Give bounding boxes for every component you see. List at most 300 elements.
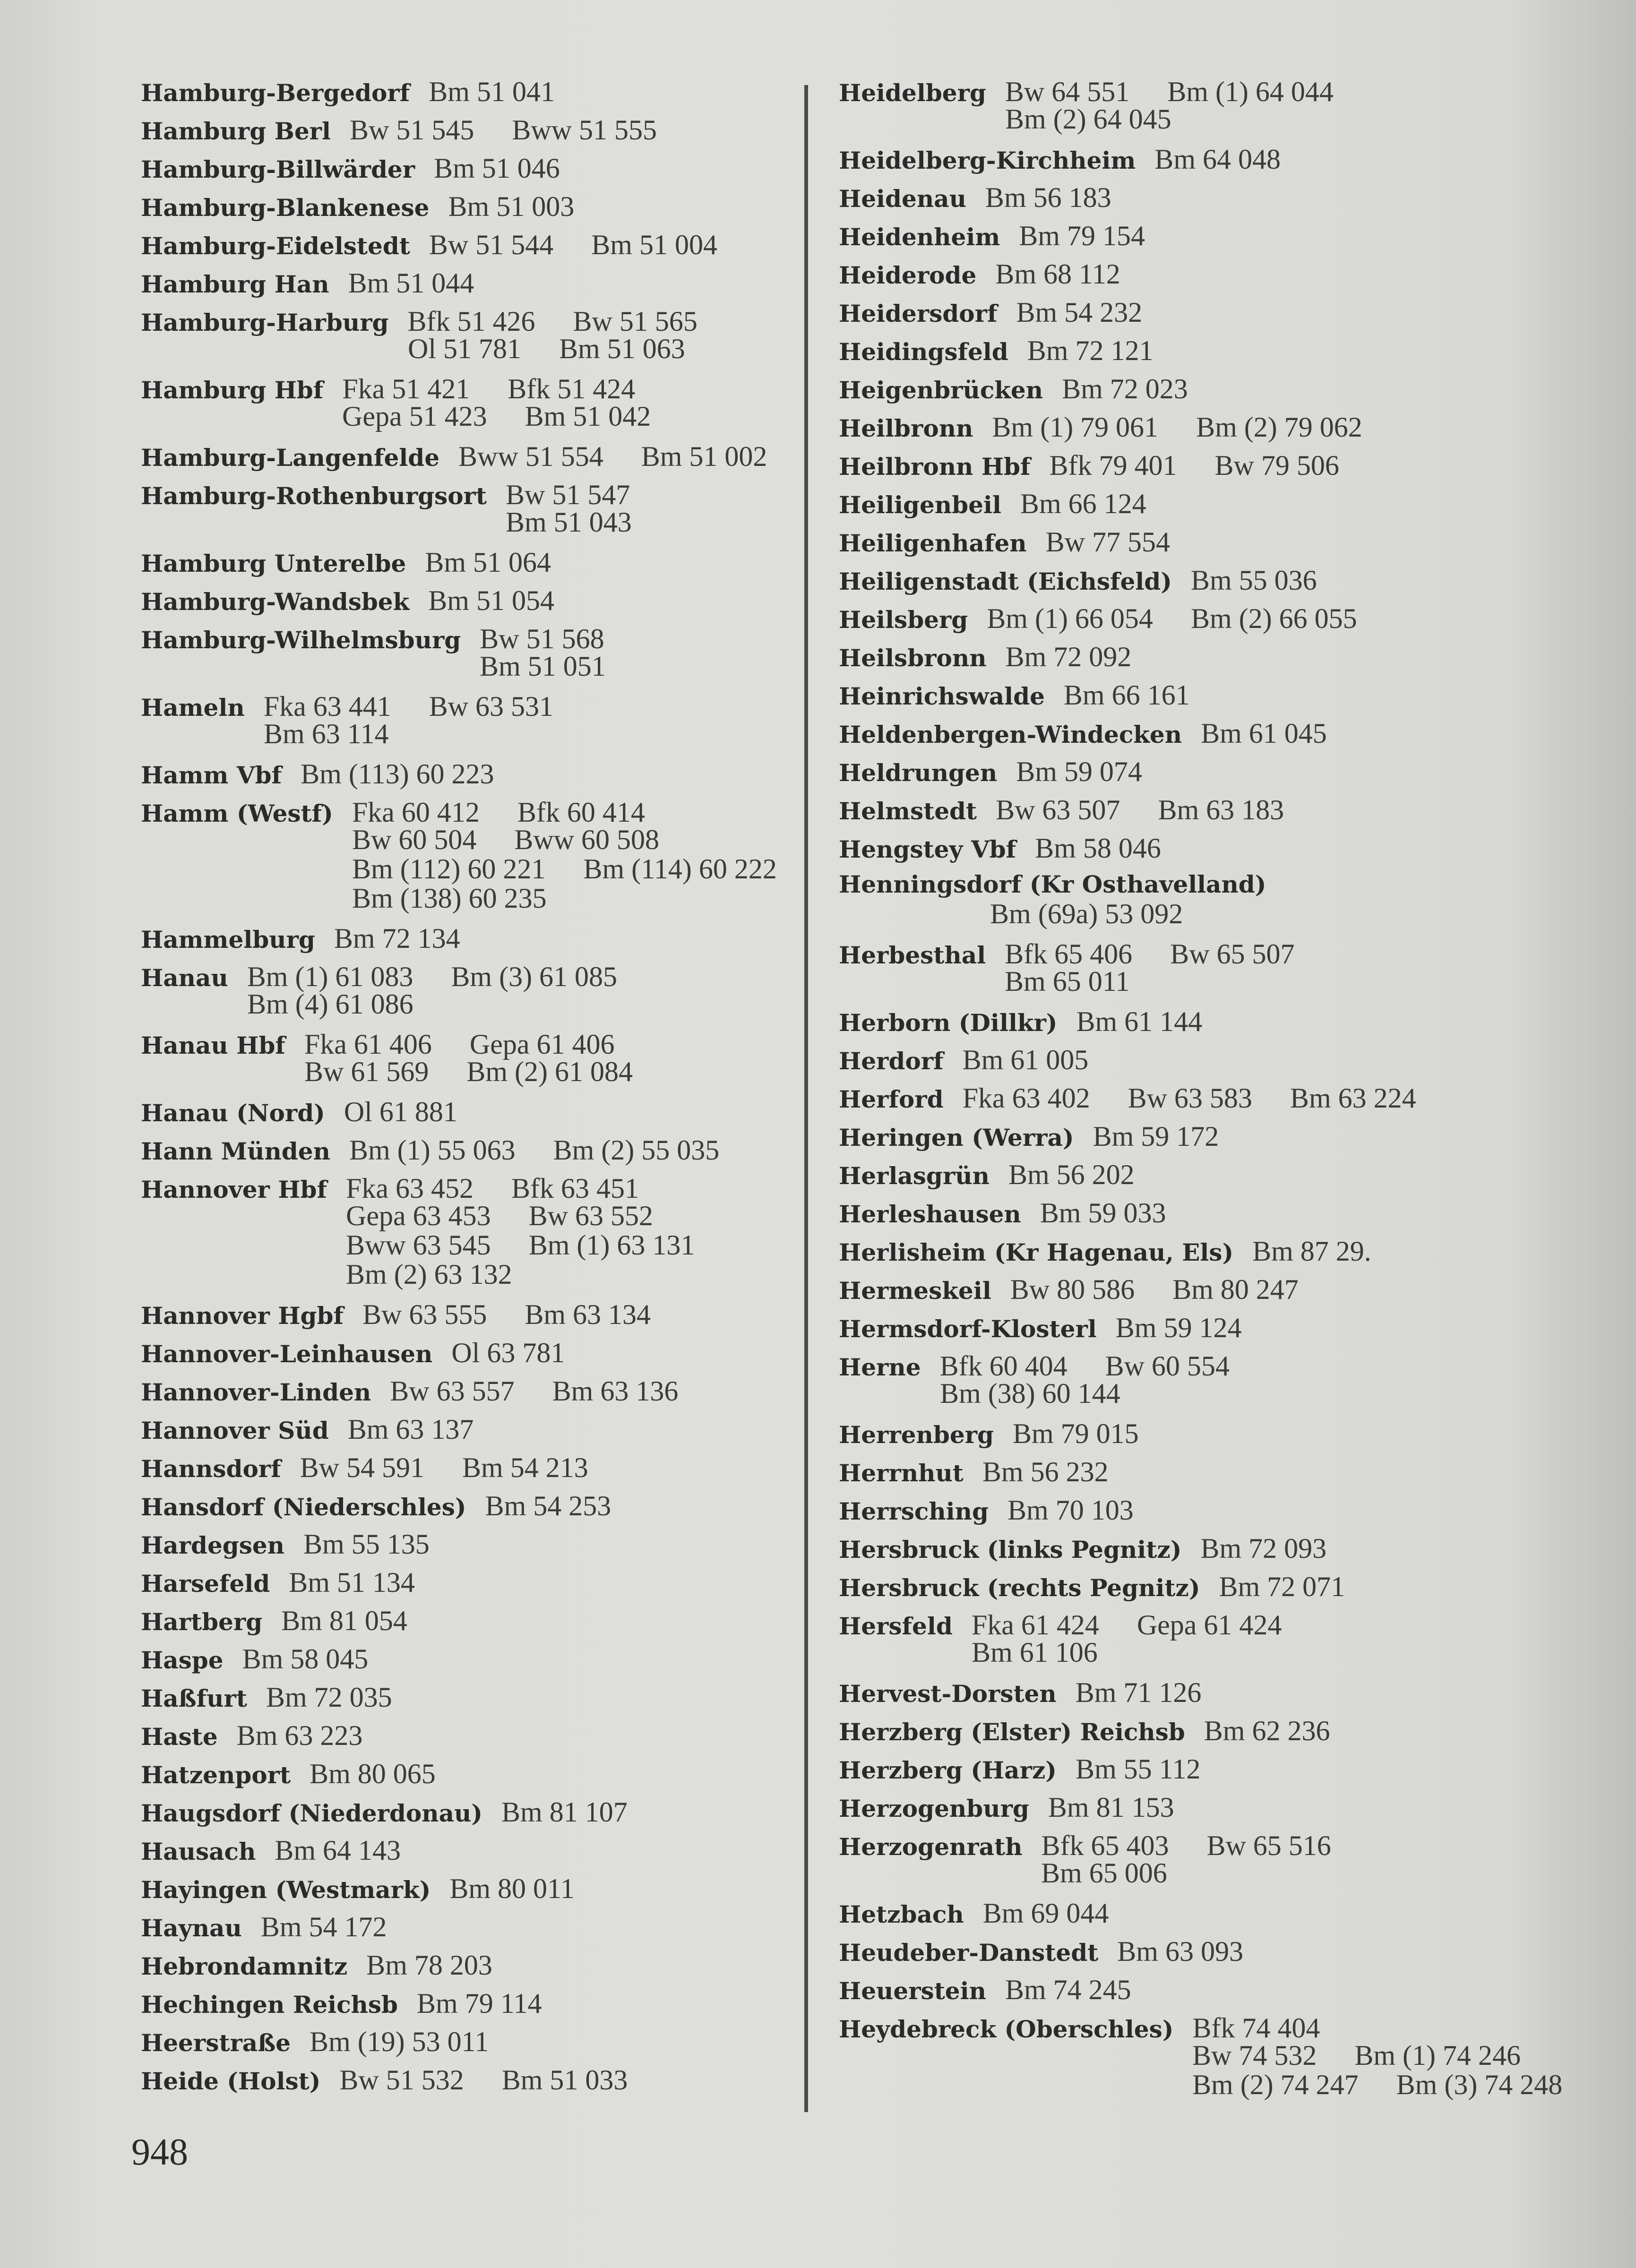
station-code: Bm 51 042	[525, 401, 651, 432]
continuation-line	[408, 333, 723, 365]
station-name: Hansdorf (Niederschles)	[141, 1493, 466, 1521]
station-code: Gepa 63 453	[346, 1200, 491, 1232]
continuation-line	[1192, 2069, 1600, 2101]
directory-entry	[141, 1796, 665, 1829]
station-code: Bm 63 224	[1290, 1082, 1416, 1114]
station-code: Bm 87 29.	[1252, 1236, 1371, 1267]
directory-entry	[141, 76, 593, 108]
station-code: Ol 61 881	[344, 1096, 457, 1127]
station-name: Herzberg (Elster) Reichsb	[839, 1718, 1185, 1746]
station-code: Bm 54 253	[485, 1490, 611, 1521]
directory-entry	[141, 1681, 430, 1714]
station-name: Heinrichswalde	[839, 682, 1045, 710]
station-code: Bm 61 005	[962, 1044, 1089, 1075]
station-code: Bm (1) 79 061	[992, 412, 1159, 443]
directory-entry	[839, 335, 1191, 367]
station-code: Bm 51 041	[429, 76, 555, 107]
station-name: Heide (Holst)	[141, 2067, 321, 2095]
station-code: Bm 66 124	[1020, 488, 1146, 519]
station-name: Herborn (Dillkr)	[839, 1009, 1058, 1037]
station-name: Hamburg-Billwärder	[141, 155, 415, 183]
station-code: Bm 54 232	[1016, 297, 1143, 328]
station-name: Hamburg-Bergedorf	[141, 79, 410, 107]
station-code: Bm 72 071	[1219, 1571, 1345, 1602]
directory-entry	[141, 373, 673, 432]
station-code: Bm 63 183	[1158, 794, 1284, 825]
station-code: Bm (112) 60 221	[352, 853, 546, 885]
directory-entry	[839, 181, 1149, 214]
station-name: Heidersdorf	[839, 300, 998, 327]
directory-entry	[839, 258, 1158, 291]
directory-entry	[839, 2012, 1563, 2101]
station-name: Hengstey Vbf	[839, 835, 1016, 863]
directory-entry	[141, 1758, 474, 1790]
station-code: Bfk 60 414	[517, 797, 645, 828]
station-code: Bm 72 035	[266, 1682, 392, 1713]
station-code: Gepa 51 423	[342, 401, 487, 432]
directory-entry	[839, 220, 1183, 252]
station-code: Bfk 51 424	[508, 373, 636, 404]
station-code: Bm 62 236	[1204, 1715, 1330, 1746]
station-code: Bm 80 011	[449, 1873, 575, 1904]
directory-entry	[839, 1676, 1239, 1709]
station-name: Heilbronn Hbf	[839, 453, 1031, 481]
station-code: Bm 51 064	[425, 547, 551, 578]
station-code: Bm 56 202	[1008, 1159, 1135, 1190]
station-code: Bm 80 065	[310, 1758, 436, 1789]
directory-entry	[141, 1605, 445, 1637]
station-code: Bm 65 006	[1041, 1857, 1167, 1889]
station-name: Heidenau	[839, 185, 966, 213]
station-code: Bm 64 143	[275, 1835, 401, 1866]
station-code: Bw 64 551	[1005, 76, 1130, 107]
station-code: Bww 51 554	[458, 441, 603, 472]
station-code: Bm (138) 60 235	[352, 883, 547, 914]
station-name: Hammelburg	[141, 926, 315, 954]
directory-entry	[141, 1873, 612, 1905]
directory-entry	[839, 1197, 1204, 1229]
station-code: Ol 51 781	[408, 333, 521, 365]
directory-entry	[141, 1490, 649, 1522]
station-name: Herlisheim (Kr Hagenau, Els)	[839, 1238, 1234, 1266]
station-code: Fka 63 402	[962, 1082, 1090, 1114]
station-code: Bw 79 506	[1214, 450, 1339, 481]
station-code: Bm 63 134	[525, 1299, 651, 1330]
directory-entry	[839, 870, 1285, 930]
directory-entry	[141, 623, 642, 682]
station-code: Gepa 61 406	[469, 1029, 615, 1060]
directory-entry	[141, 1298, 689, 1331]
station-code: Bm 64 048	[1154, 144, 1281, 175]
station-code: Bm 74 245	[1005, 1974, 1131, 2005]
station-code: Bfk 65 403	[1041, 1830, 1169, 1861]
directory-entry	[839, 717, 1365, 750]
continuation-line	[352, 824, 697, 856]
station-code: Bm (1) 64 044	[1167, 76, 1334, 107]
directory-entry	[141, 1911, 425, 1943]
directory-entry	[141, 152, 598, 185]
directory-entry	[141, 1834, 439, 1867]
directory-entry	[839, 1609, 1319, 1668]
continuation-line	[304, 1056, 671, 1088]
directory-entry	[839, 1350, 1267, 1409]
directory-entry	[839, 794, 1322, 826]
station-code: Fka 63 452	[346, 1173, 474, 1204]
station-name: Herlasgrün	[839, 1162, 990, 1190]
directory-entry	[839, 1005, 1240, 1038]
column-divider	[804, 85, 808, 2112]
continuation-line	[1005, 965, 1167, 998]
station-code: Bm 71 126	[1075, 1677, 1202, 1708]
directory-entry	[839, 679, 1228, 712]
station-code: Bm 51 054	[428, 585, 554, 616]
station-code: Bw 51 547	[505, 479, 630, 510]
station-name: Haugsdorf (Niederdonau)	[141, 1799, 483, 1827]
station-code: Bm 56 183	[985, 182, 1111, 213]
station-code: Gepa 61 424	[1137, 1609, 1282, 1641]
station-name: Herbesthal	[839, 941, 986, 969]
directory-entry	[839, 602, 1395, 635]
station-code: Bm 79 114	[417, 1988, 542, 2019]
directory-entry	[141, 758, 532, 790]
station-code: Bm (38) 60 144	[940, 1378, 1120, 1409]
directory-entry	[839, 1571, 1383, 1603]
station-name: Hannsdorf	[141, 1455, 281, 1483]
directory-entry	[141, 1337, 603, 1369]
station-name: Hameln	[141, 694, 245, 722]
directory-entry	[839, 1791, 1212, 1824]
station-name: Heerstraße	[141, 2029, 291, 2057]
station-code: Bm 72 023	[1062, 373, 1188, 404]
station-code: Bm 51 063	[559, 333, 685, 365]
station-code: Fka 60 412	[352, 797, 480, 828]
station-code: Bm 80 247	[1172, 1274, 1299, 1305]
station-name: Hamburg Han	[141, 270, 329, 298]
directory-entry	[839, 488, 1184, 520]
station-name: Herzberg (Harz)	[839, 1756, 1057, 1784]
station-code: Bm 59 074	[1016, 756, 1142, 787]
station-code: Bm (2) 61 084	[466, 1056, 633, 1088]
station-code: Bw 65 507	[1170, 938, 1295, 970]
station-code: Bm (1) 61 083	[247, 961, 413, 992]
station-code: Bw 74 532	[1192, 2040, 1317, 2071]
directory-entry	[839, 1082, 1454, 1115]
station-name: Herrenberg	[839, 1421, 994, 1449]
station-name: Heilsbronn	[839, 644, 987, 672]
station-code: Bm 72 121	[1027, 335, 1154, 366]
continuation-line	[346, 1258, 550, 1291]
station-name: Heidelberg-Kirchheim	[839, 146, 1136, 174]
directory-entry	[839, 1897, 1146, 1930]
station-name: Herrsching	[839, 1497, 989, 1525]
directory-entry	[839, 938, 1333, 997]
continuation-line	[1192, 2039, 1559, 2072]
continuation-line	[480, 650, 644, 683]
station-name: Hermeskeil	[839, 1277, 991, 1305]
station-code: Bm (3) 74 248	[1396, 2069, 1563, 2101]
station-code: Bm 51 043	[506, 507, 632, 538]
station-code: Bfk 51 426	[407, 306, 535, 337]
directory-entry	[141, 1643, 406, 1675]
station-code: Bm (3) 61 085	[451, 961, 618, 992]
station-name: Heidenheim	[839, 223, 1000, 251]
station-code: Bfk 60 404	[939, 1350, 1068, 1382]
directory-entry	[141, 1949, 530, 1982]
station-name: Hamburg-Blankenese	[141, 194, 430, 222]
station-code: Bm 65 011	[1005, 966, 1130, 997]
station-code: Bm 66 161	[1063, 679, 1190, 711]
continuation-line	[342, 400, 689, 433]
station-name: Heldenbergen-Windecken	[839, 721, 1182, 748]
station-code: Bm 79 154	[1019, 220, 1145, 251]
station-code: Bw 63 531	[429, 691, 554, 722]
station-name: Heigenbrücken	[839, 376, 1043, 404]
station-code: Bw 77 554	[1045, 526, 1170, 558]
directory-entry	[141, 1452, 626, 1484]
station-name: Haßfurt	[141, 1684, 247, 1712]
station-name: Hamburg-Wandsbek	[141, 588, 410, 616]
station-name: Hausach	[141, 1838, 256, 1865]
directory-entry	[839, 832, 1199, 865]
station-code: Bm 63 223	[236, 1720, 363, 1751]
directory-entry	[839, 449, 1377, 482]
directory-entry	[141, 1413, 511, 1446]
directory-entry	[839, 1532, 1364, 1565]
station-name: Herdorf	[839, 1047, 944, 1075]
station-code: Bw 51 565	[573, 306, 697, 337]
continuation-line	[247, 988, 451, 1021]
station-name: Heudeber-Danstedt	[839, 1939, 1099, 1967]
station-name: Hannover-Linden	[141, 1378, 371, 1406]
station-name: Hannover-Leinhausen	[141, 1340, 433, 1368]
station-name: Hartberg	[141, 1608, 263, 1636]
station-code: Bm (1) 66 054	[987, 603, 1153, 634]
directory-entry	[141, 922, 498, 955]
directory-entry	[839, 373, 1226, 405]
station-code: Bm 51 003	[448, 191, 575, 222]
station-name: Heilbronn	[839, 414, 973, 442]
station-code: Bw 63 552	[528, 1200, 653, 1232]
station-code: Bm (2) 55 035	[553, 1134, 720, 1166]
station-name: Hamburg-Eidelstedt	[141, 232, 410, 260]
station-code: Bm 51 033	[501, 2064, 628, 2096]
station-name: Hervest-Dorsten	[839, 1680, 1057, 1708]
station-code: Bm 72 134	[334, 923, 460, 954]
directory-entry	[141, 267, 512, 300]
directory-entry	[141, 961, 655, 1020]
station-code: Bm 70 103	[1007, 1495, 1134, 1526]
station-name: Hersbruck (links Pegnitz)	[839, 1536, 1182, 1564]
station-name: Heiderode	[839, 261, 977, 289]
directory-entry	[141, 305, 735, 365]
directory-entry	[141, 796, 777, 914]
station-code: Bm (114) 60 222	[583, 853, 777, 885]
station-name: Hann Münden	[141, 1137, 330, 1165]
station-name: Hamburg-Harburg	[141, 309, 389, 336]
directory-entry	[839, 756, 1180, 788]
station-code: Fka 63 441	[263, 691, 391, 722]
station-code: Bm 72 093	[1200, 1533, 1327, 1564]
station-name: Hayingen (Westmark)	[141, 1876, 431, 1904]
station-code: Bm 51 002	[641, 441, 767, 472]
station-name: Heydebreck (Oberschles)	[839, 2015, 1174, 2043]
directory-entry	[141, 690, 591, 750]
directory-entry	[839, 1935, 1281, 1968]
station-code: Bm 56 232	[982, 1456, 1109, 1487]
station-code: Bm 63 137	[347, 1414, 474, 1445]
directory-entry	[839, 1418, 1177, 1450]
station-name: Hannover Süd	[141, 1417, 329, 1444]
continuation-line	[1041, 1857, 1205, 1890]
station-code: Bm (2) 66 055	[1190, 603, 1357, 634]
station-code: Bm 55 135	[303, 1529, 430, 1560]
station-code: Bm 63 093	[1117, 1936, 1243, 1967]
directory-entry	[839, 1159, 1172, 1191]
directory-entry	[839, 1715, 1368, 1747]
directory-entry	[141, 546, 589, 579]
station-code: Bm (2) 79 062	[1196, 412, 1362, 443]
station-code: Bm 51 051	[480, 651, 606, 682]
station-name: Hamm (Westf)	[141, 799, 333, 827]
station-name: Heilsberg	[839, 606, 968, 634]
station-code: Bw 80 586	[1010, 1274, 1135, 1305]
station-code: Bm 81 153	[1048, 1792, 1174, 1823]
station-name: Hanau Hbf	[141, 1031, 285, 1059]
directory-entry	[839, 1312, 1279, 1344]
station-code: Bw 51 532	[339, 2064, 464, 2096]
station-code: Bm (1) 55 063	[349, 1134, 516, 1166]
station-name: Hardegsen	[141, 1531, 285, 1559]
station-code: Bm (1) 74 246	[1354, 2040, 1521, 2071]
station-code: Bm 55 112	[1075, 1753, 1201, 1785]
station-name: Heiligenbeil	[839, 491, 1001, 519]
directory-entry	[141, 190, 612, 223]
directory-entry	[839, 1830, 1369, 1889]
station-name: Heldrungen	[839, 759, 998, 787]
station-name: Haste	[141, 1723, 218, 1751]
station-name: Heidingsfeld	[839, 338, 1008, 366]
station-code: Bm 61 106	[972, 1637, 1098, 1668]
directory-entry	[141, 1528, 467, 1561]
station-name: Herzogenrath	[839, 1833, 1023, 1861]
continuation-line	[352, 882, 585, 915]
station-code: Bm 78 203	[366, 1950, 492, 1981]
station-code: Bw 65 516	[1206, 1830, 1331, 1861]
station-code: Bm 63 136	[552, 1375, 679, 1407]
directory-entry	[141, 584, 592, 617]
station-code: Bw 60 554	[1105, 1350, 1230, 1382]
station-code: Bm (1) 63 131	[528, 1229, 695, 1261]
continuation-line	[346, 1229, 732, 1262]
continuation-line	[264, 718, 426, 750]
station-code: Bm 61 144	[1076, 1006, 1203, 1037]
station-code: Bm (69a) 53 092	[990, 898, 1183, 930]
station-code: Bm 51 046	[434, 153, 560, 184]
station-code: Bw 63 583	[1128, 1082, 1252, 1114]
station-code: Bfk 79 401	[1049, 450, 1177, 481]
station-code: Bfk 74 404	[1192, 2012, 1320, 2044]
station-code: Fka 51 421	[342, 373, 470, 404]
station-code: Bm 58 046	[1035, 833, 1161, 864]
station-name: Hamburg-Rothenburgsort	[141, 482, 487, 510]
station-name: Hamburg Berl	[141, 117, 331, 145]
station-code: Bm 63 114	[264, 718, 389, 750]
station-name: Haynau	[141, 1914, 242, 1942]
continuation-line	[990, 898, 1221, 930]
directory-entry	[141, 1566, 453, 1599]
station-code: Bm (2) 64 045	[1005, 103, 1171, 135]
station-code: Bm 58 045	[242, 1643, 369, 1675]
directory-entry	[141, 1987, 579, 2020]
station-name: Hamm Vbf	[141, 761, 282, 789]
directory-entry	[141, 1172, 695, 1290]
station-name: Hermsdorf-Klosterl	[839, 1315, 1097, 1343]
continuation-line	[506, 506, 670, 539]
directory-entry	[839, 1044, 1126, 1076]
directory-entry	[839, 641, 1169, 673]
continuation-line	[352, 853, 815, 885]
directory-entry	[839, 1494, 1171, 1527]
station-code: Bww 51 555	[512, 114, 657, 146]
station-code: Ol 63 781	[451, 1337, 565, 1368]
directory-entry	[141, 1134, 757, 1167]
station-name: Hannover Hgbf	[141, 1302, 344, 1330]
station-code: Bm 51 044	[348, 267, 474, 299]
station-name: Heuerstein	[839, 1977, 986, 2005]
directory-entry	[839, 1235, 1409, 1268]
directory-entry	[839, 143, 1318, 176]
station-name: Hetzbach	[839, 1900, 964, 1928]
station-name: Hamburg-Langenfelde	[141, 444, 440, 472]
station-code: Fka 61 424	[971, 1609, 1099, 1641]
station-code: Bw 51 545	[349, 114, 474, 146]
station-name: Herford	[839, 1085, 944, 1113]
station-code: Bw 61 569	[304, 1056, 429, 1088]
continuation-line	[940, 1377, 1158, 1410]
directory-entry	[141, 1096, 495, 1128]
directory-entry	[839, 1456, 1146, 1488]
station-name: Heiligenhafen	[839, 529, 1027, 557]
station-code: Bw 63 557	[390, 1375, 515, 1407]
directory-entry	[839, 76, 1371, 135]
directory-entry	[141, 229, 755, 261]
station-name: Hanau	[141, 964, 228, 992]
station-name: Hamburg-Wilhelmsburg	[141, 626, 461, 654]
directory-entry	[839, 411, 1400, 444]
station-code: Bw 60 504	[352, 824, 477, 856]
station-code: Bww 60 508	[514, 824, 660, 856]
station-name: Harsefeld	[141, 1570, 270, 1598]
station-name: Heiligenstadt (Eichsfeld)	[839, 567, 1172, 595]
page-number: 948	[131, 2131, 188, 2173]
directory-entry	[839, 1974, 1169, 2006]
directory-entry	[141, 479, 668, 538]
directory-entry	[839, 564, 1355, 597]
station-code: Bm 72 092	[1005, 641, 1132, 672]
continuation-line	[1005, 103, 1209, 136]
station-name: Herne	[839, 1353, 921, 1381]
station-name: Haspe	[141, 1646, 224, 1674]
station-name: Hannover Hbf	[141, 1176, 327, 1203]
station-code: Bm 55 036	[1190, 565, 1317, 596]
station-code: Bm 81 054	[281, 1605, 407, 1636]
station-name: Hersfeld	[839, 1612, 953, 1640]
station-code: Bm 81 107	[501, 1796, 628, 1828]
station-name: Hamburg Unterelbe	[141, 550, 406, 577]
station-name: Hebrondamnitz	[141, 1952, 348, 1980]
directory-entry	[141, 1028, 652, 1088]
station-code: Bfk 65 406	[1005, 938, 1133, 970]
